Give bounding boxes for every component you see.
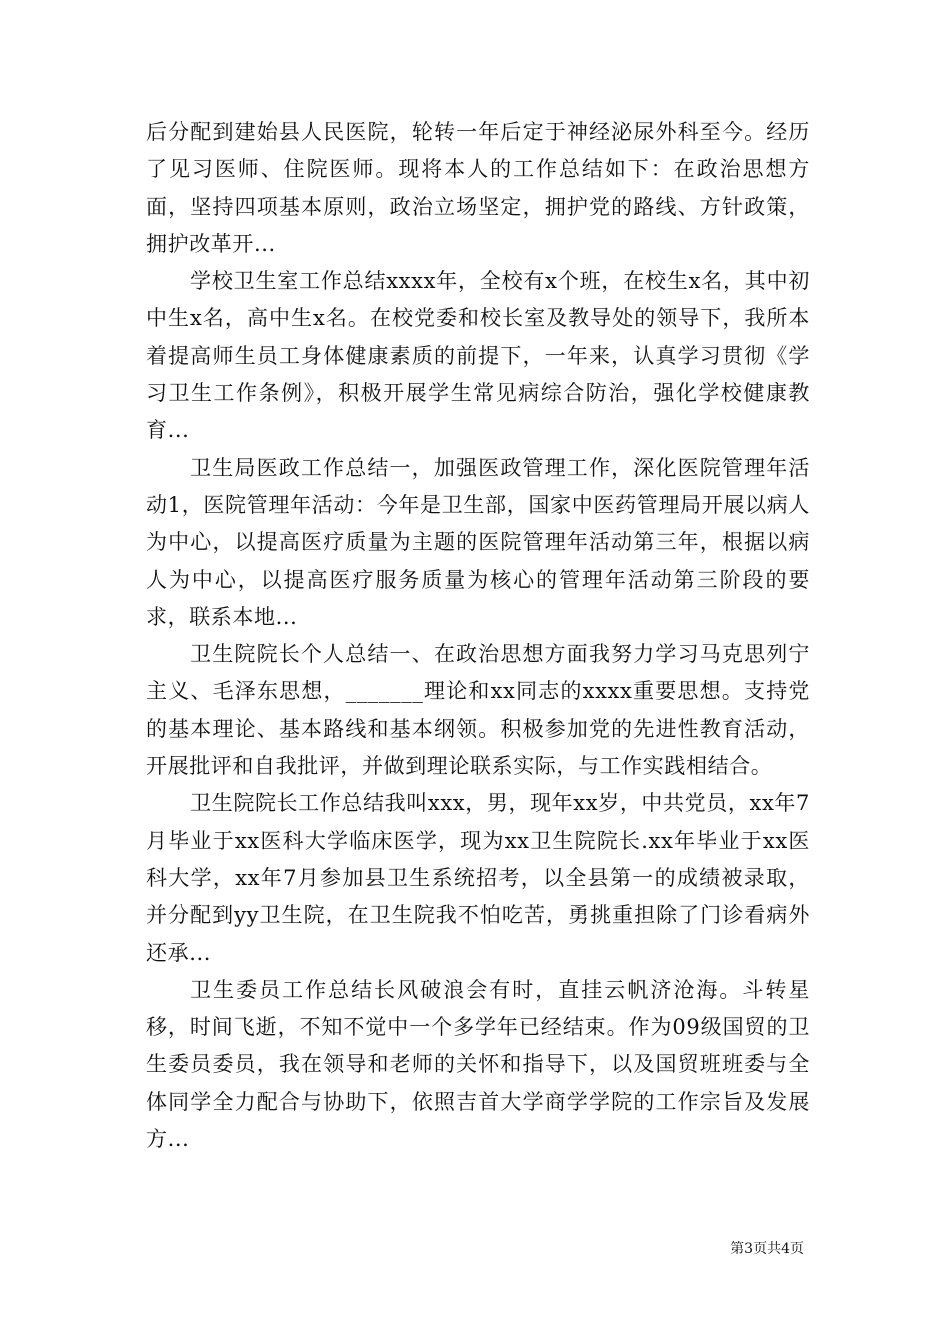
document-body	[146, 114, 810, 1158]
paragraph-hospital-director-work-summary: 卫生院院长工作总结我叫xxx，男，现年xx岁，中共党员，xx年7月毕业于xx医科大学临床医学，现为xx卫生院院长.xx年毕业于xx医科大学，xx年7月参加县卫生系统招考，以全县第一的成绩被录取，并分配到yy卫生院，在卫生院我不怕吃苦，勇挑重担除了门诊看病外还承...	[146, 791, 810, 965]
paragraph-hospital-director-personal-summary: 卫生院院长个人总结一、在政治思想方面我努力学习马克思列宁主义、毛泽东思想，_______理论和xx同志的xxxx重要思想。支持党的基本理论、基本路线和基本纲领。积极参加党的先进性教育活动，开展批评和自我批评，并做到理论联系实际，与工作实践相结合。	[146, 642, 810, 779]
paragraph-health-committee-summary: 卫生委员工作总结长风破浪会有时，直挂云帆济沧海。斗转星移，时间飞逝，不知不觉中一个多学年已经结束。作为09级国贸的卫生委员委员，我在领导和老师的关怀和指导下，以及国贸班班委与全体同学全力配合与协助下，依照吉首大学商学学院的工作宗旨及发展方...	[146, 977, 810, 1152]
paragraph-continuation: 后分配到建始县人民医院，轮转一年后定于神经泌尿外科至今。经历了见习医师、住院医师。现将本人的工作总结如下：在政治思想方面，坚持四项基本原则，政治立场坚定，拥护党的路线、方针政策，拥护改革开...	[146, 120, 810, 256]
paragraph-health-bureau-summary: 卫生局医政工作总结一，加强医政管理工作，深化医院管理年活动1，医院管理年活动：今年是卫生部，国家中医药管理局开展以病人为中心，以提高医疗质量为主题的医院管理年活动第三年，根据以病人为中心，以提高医疗服务质量为核心的管理年活动第三阶段的要求，联系本地...	[146, 455, 810, 629]
page-number: 第3页共4页	[730, 1241, 804, 1257]
paragraph-school-clinic-summary: 学校卫生室工作总结xxxx年，全校有x个班，在校生x名，其中初中生x名，高中生x名。在校党委和校长室及教导处的领导下，我所本着提高师生员工身体健康素质的前提下，一年来，认真学习贯彻《学习卫生工作条例》，积极开展学生常见病综合防治，强化学校健康教育...	[146, 269, 810, 443]
